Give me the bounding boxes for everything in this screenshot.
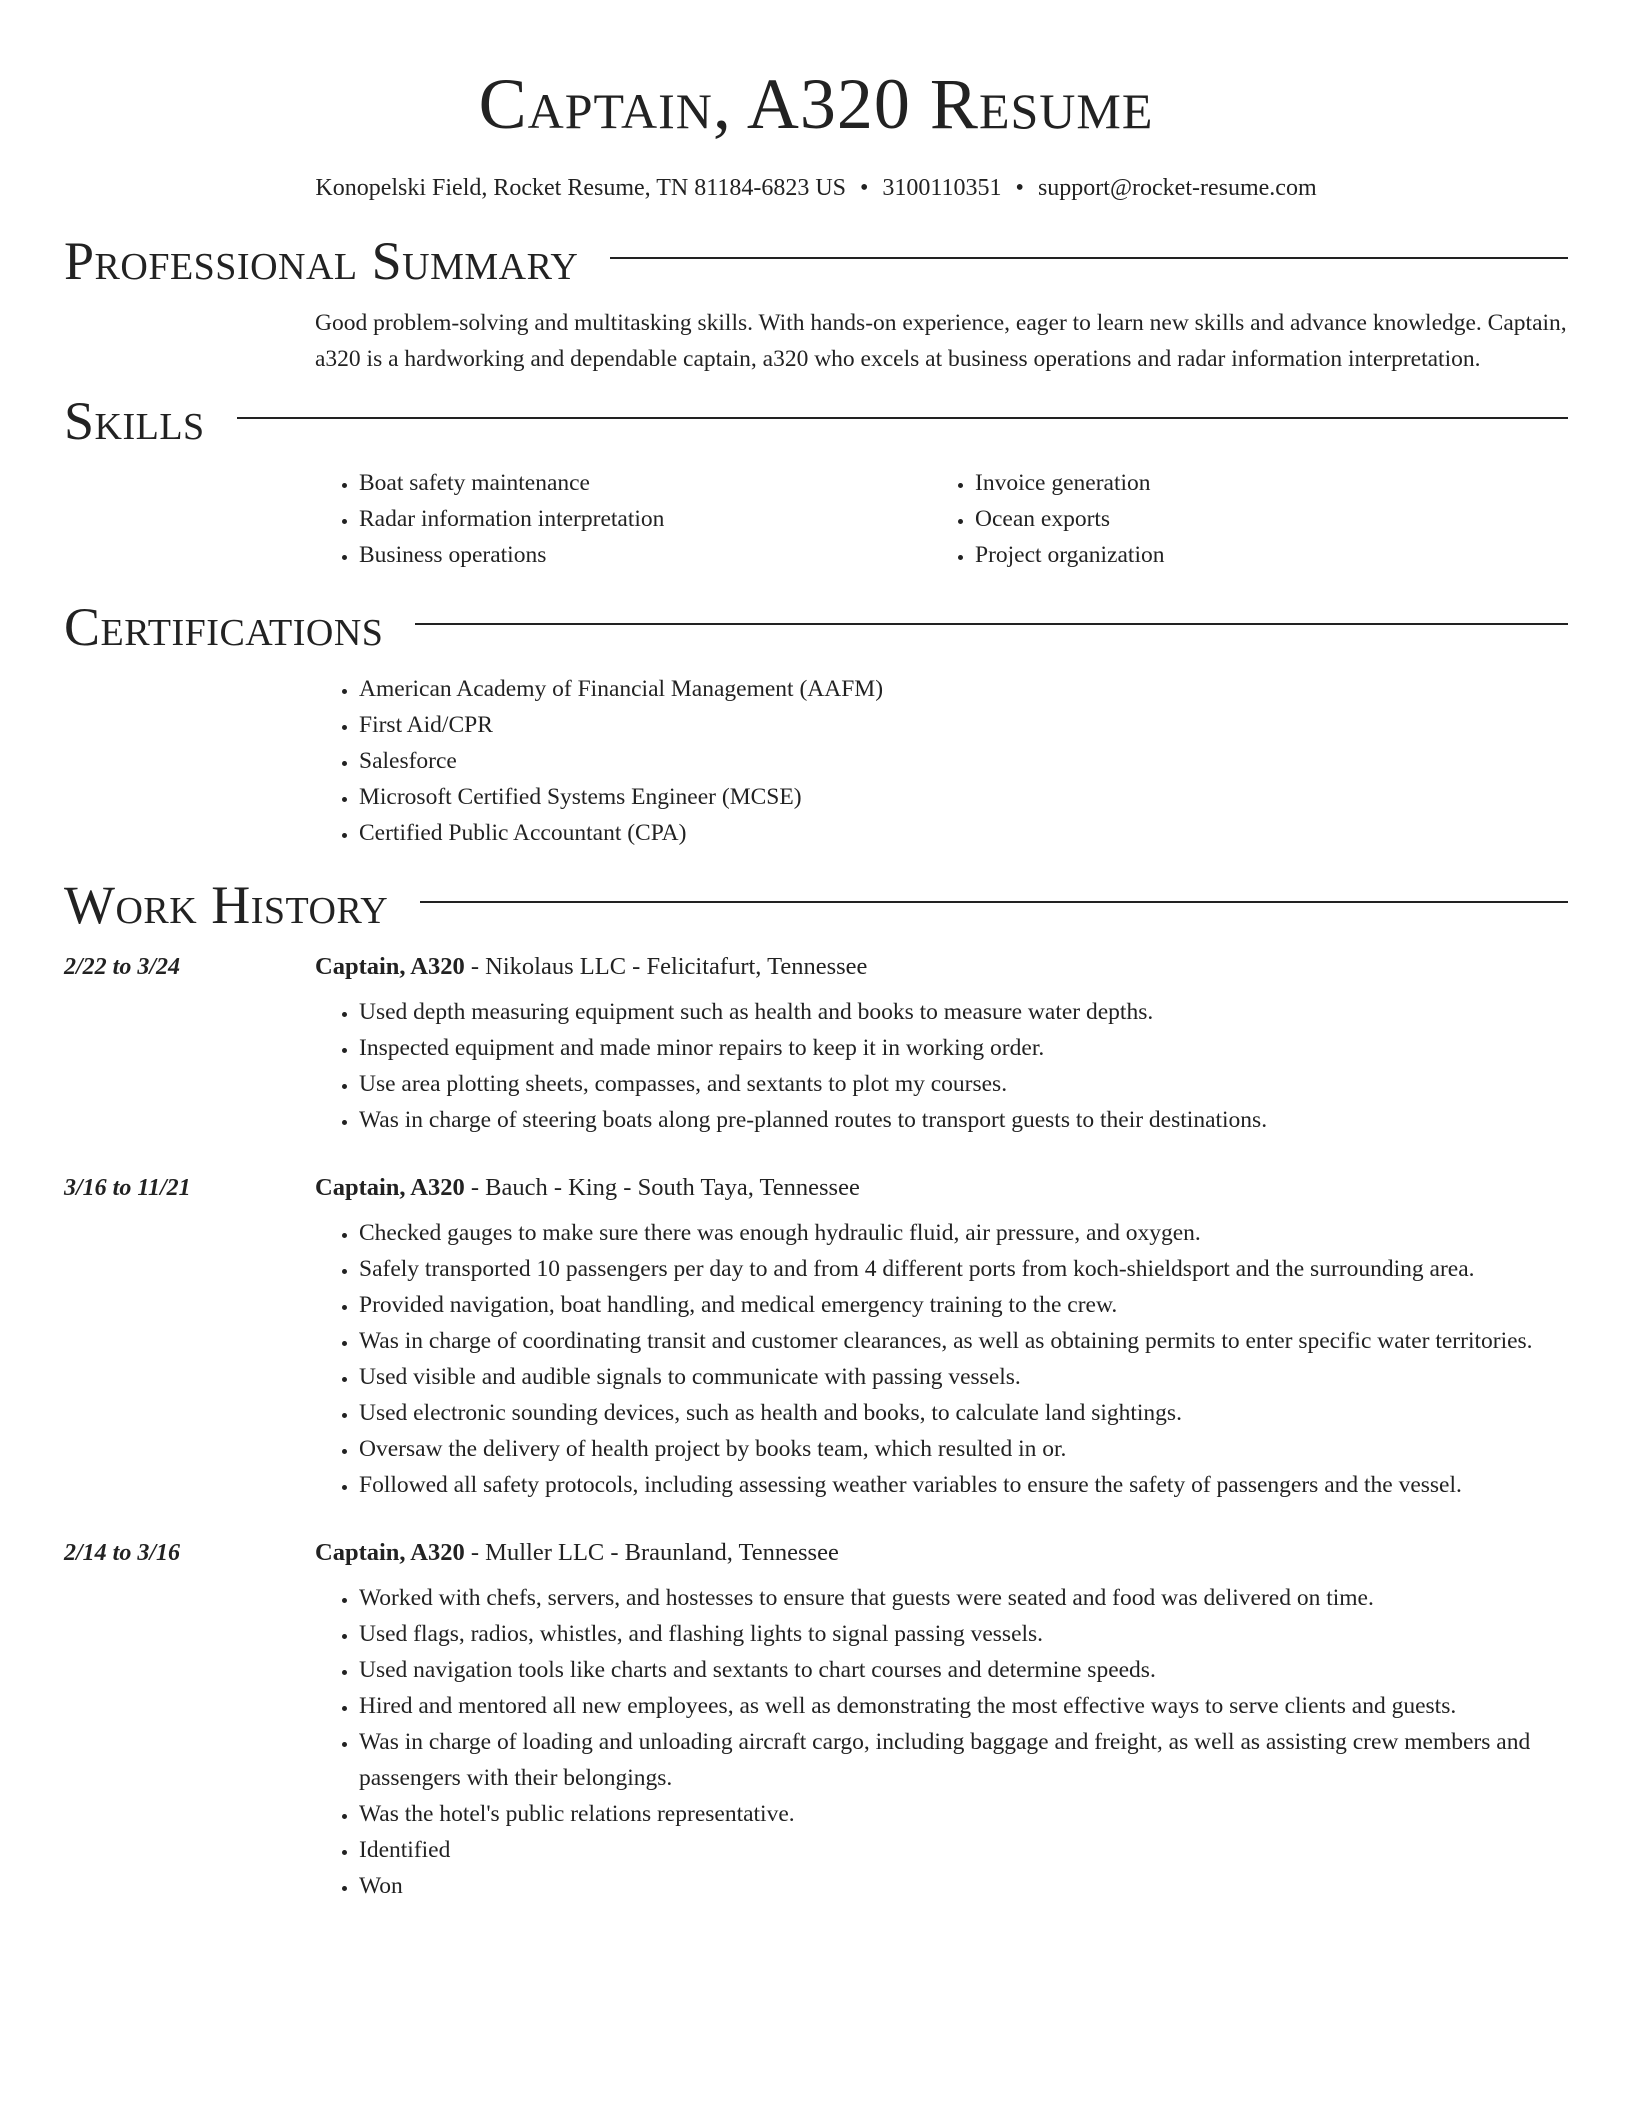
summary-text: Good problem-solving and multitasking skills. With hands-on experience, eager to learn new skills and advance knowledge. Captain, a320 is a hardworking and dependable captain, a320 who excels at business operations and radar information interpretation. <box>315 309 1567 372</box>
job-bullet: • Worked with chefs, servers, and hostesses to ensure that guests were seated and food was delivered on time. <box>359 1580 1568 1616</box>
job-bullet: • Safely transported 10 passengers per day to and from 4 different ports from koch-shieldsport and the surrounding area. <box>359 1251 1568 1287</box>
job-bullet: • Was in charge of steering boats along pre-planned routes to transport guests to their destinations. <box>359 1102 1568 1138</box>
job-company: - Nikolaus LLC - Felicitafurt, Tennessee <box>464 952 868 980</box>
section-header-skills <box>64 391 1568 451</box>
job-entry <box>64 1539 1568 1904</box>
contact-email: support@rocket-resume.com <box>1037 175 1317 201</box>
job-bullet: • Won <box>359 1868 1568 1904</box>
job-dates: 2/14 to 3/16 <box>64 1539 181 1566</box>
job-dates: 2/22 to 3/24 <box>64 953 181 980</box>
skills-list <box>315 465 1568 573</box>
resume-name: Captain, A320 Resume <box>478 64 1154 144</box>
skill-item: • Invoice generation <box>975 465 1547 501</box>
section-title-skills: Skills <box>64 390 205 451</box>
job-entry <box>64 1174 1568 1503</box>
job-title: Captain, A320 <box>315 952 465 980</box>
skill-item: • Radar information interpretation <box>359 501 931 537</box>
job-entry <box>64 953 1568 1138</box>
job-bullet: • Oversaw the delivery of health project by books team, which resulted in or. <box>359 1431 1568 1467</box>
job-bullet: • Used visible and audible signals to communicate with passing vessels. <box>359 1359 1568 1395</box>
job-bullet: • Provided navigation, boat handling, and medical emergency training to the crew. <box>359 1287 1568 1323</box>
job-bullet: • Was the hotel's public relations representative. <box>359 1796 1568 1832</box>
job-bullet: • Hired and mentored all new employees, as well as demonstrating the most effective ways to serve clients and guests. <box>359 1688 1568 1724</box>
contact-separator: • <box>860 175 869 201</box>
skills-column-left <box>315 465 931 573</box>
job-title: Captain, A320 <box>315 1173 465 1201</box>
section-header-certifications <box>64 597 1568 657</box>
job-heading <box>315 1174 860 1202</box>
certifications-list <box>315 671 1568 851</box>
certification-item: • First Aid/CPR <box>359 707 1568 743</box>
certification-item: • Certified Public Accountant (CPA) <box>359 815 1568 851</box>
job-bullet: • Checked gauges to make sure there was enough hydraulic fluid, air pressure, and oxygen. <box>359 1215 1568 1251</box>
certification-item: • Salesforce <box>359 743 1568 779</box>
section-divider <box>420 901 1568 903</box>
job-bullet: • Used depth measuring equipment such as health and books to measure water depths. <box>359 994 1568 1030</box>
contact-phone: 3100110351 <box>882 175 1002 201</box>
certification-item: • Microsoft Certified Systems Engineer (MCSE) <box>359 779 1568 815</box>
skill-item: • Ocean exports <box>975 501 1547 537</box>
job-bullet: • Used electronic sounding devices, such as health and books, to calculate land sightings. <box>359 1395 1568 1431</box>
job-bullet: • Was in charge of coordinating transit and customer clearances, as well as obtaining permits to enter specific water territories. <box>359 1323 1568 1359</box>
skills-column-right <box>931 465 1547 573</box>
section-divider <box>237 417 1568 419</box>
job-company: - Bauch - King - South Taya, Tennessee <box>464 1173 860 1201</box>
contact-line <box>64 174 1568 203</box>
skill-item: • Project organization <box>975 537 1547 573</box>
contact-separator: • <box>1015 175 1024 201</box>
resume-page <box>64 0 1568 1904</box>
job-dates: 3/16 to 11/21 <box>64 1174 191 1201</box>
job-title: Captain, A320 <box>315 1538 465 1566</box>
section-header-summary <box>64 231 1568 291</box>
job-bullet: • Used flags, radios, whistles, and flashing lights to signal passing vessels. <box>359 1616 1568 1652</box>
section-title-work-history: Work History <box>64 874 389 935</box>
job-bullet: • Inspected equipment and made minor repairs to keep it in working order. <box>359 1030 1568 1066</box>
job-bullet: • Use area plotting sheets, compasses, and sextants to plot my courses. <box>359 1066 1568 1102</box>
job-heading <box>315 953 867 981</box>
job-heading <box>315 1539 839 1567</box>
section-title-summary: Professional Summary <box>64 230 579 291</box>
job-bullet: • Used navigation tools like charts and sextants to chart courses and determine speeds. <box>359 1652 1568 1688</box>
job-bullet: • Followed all safety protocols, including assessing weather variables to ensure the safety of passengers and the vessel. <box>359 1467 1568 1503</box>
job-company: - Muller LLC - Braunland, Tennessee <box>464 1538 839 1566</box>
certification-item: • American Academy of Financial Management (AAFM) <box>359 671 1568 707</box>
section-title-certifications: Certifications <box>64 596 384 657</box>
job-bullet: • Was in charge of loading and unloading aircraft cargo, including baggage and freight, as well as assisting crew members and passengers with their belongings. <box>359 1724 1568 1796</box>
section-divider <box>610 257 1568 259</box>
job-bullet: • Identified <box>359 1832 1568 1868</box>
skill-item: • Boat safety maintenance <box>359 465 931 501</box>
section-divider <box>415 623 1568 625</box>
skill-item: • Business operations <box>359 537 931 573</box>
section-header-work-history <box>64 875 1568 935</box>
contact-address: Konopelski Field, Rocket Resume, TN 81184-6823 US <box>315 175 847 201</box>
